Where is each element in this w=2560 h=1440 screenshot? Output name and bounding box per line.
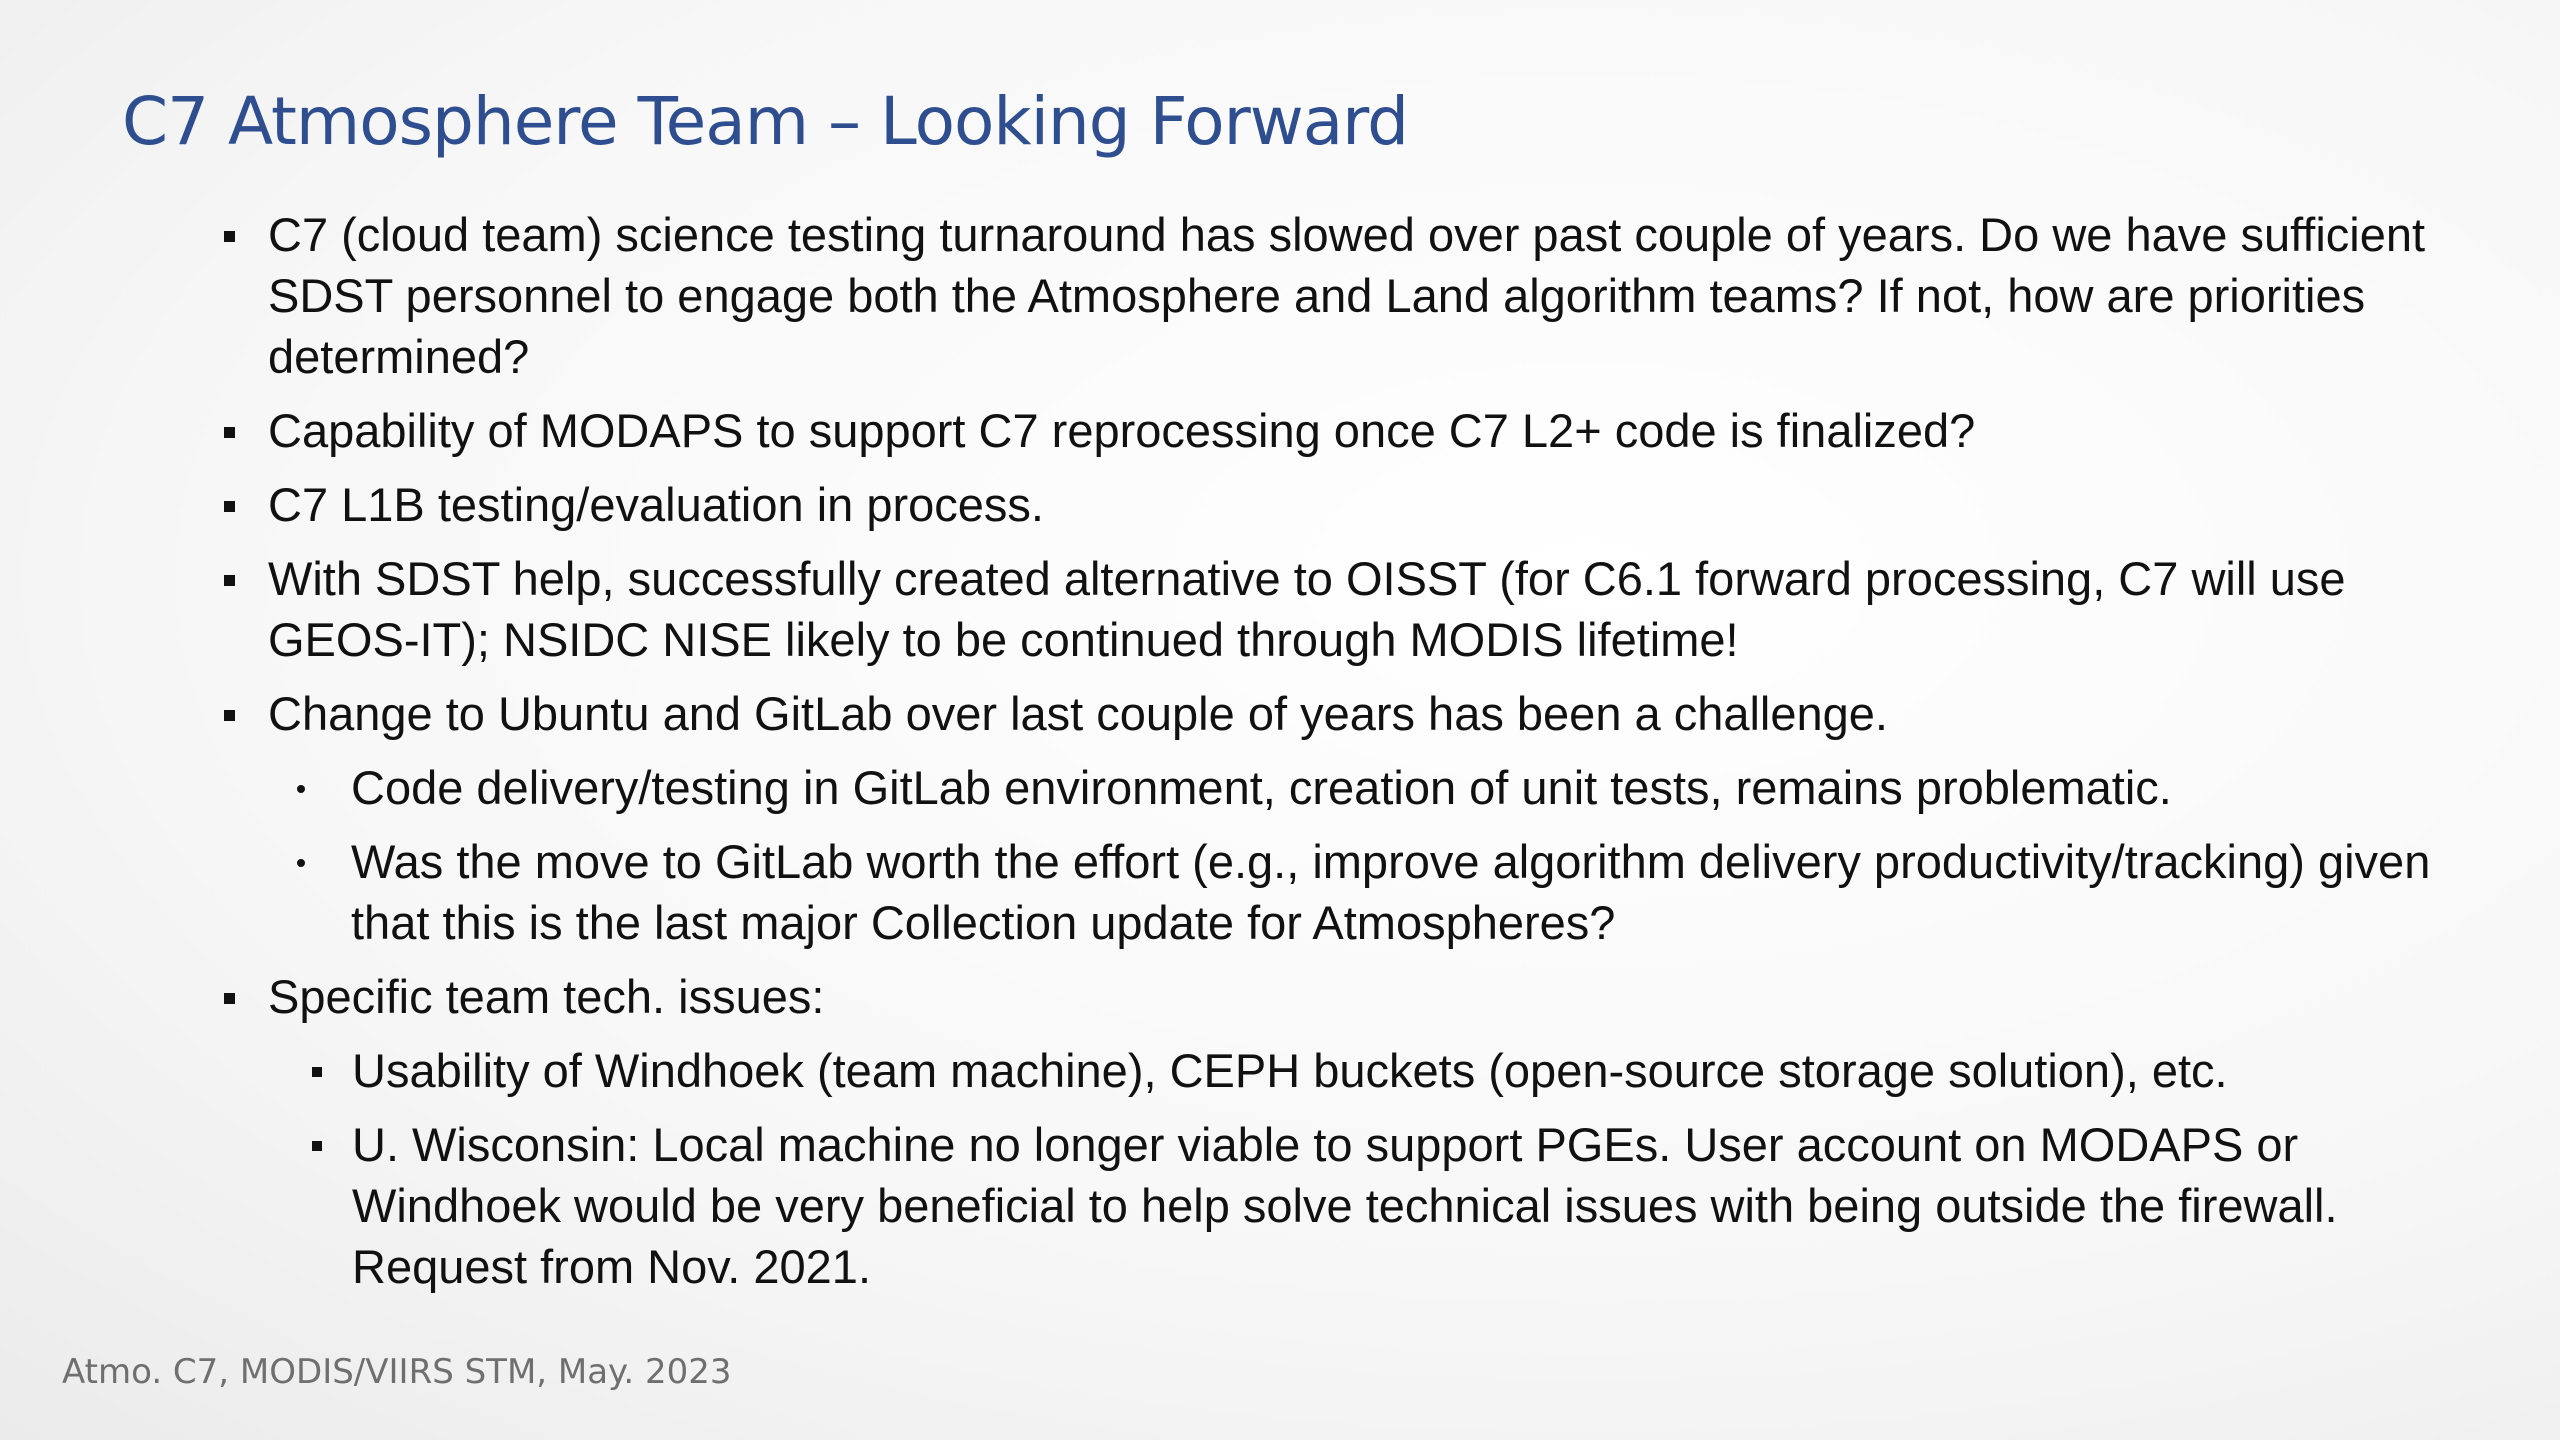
- square-bullet-icon: [224, 710, 235, 721]
- bullet-item: [220, 474, 2470, 535]
- bullet-text: Change to Ubuntu and GitLab over last couple of years has been a challenge.: [268, 687, 1888, 740]
- bullet-item: [220, 400, 2470, 461]
- sub-bullet-item: [268, 831, 2470, 953]
- gitlab-subbullet-list: [268, 757, 2470, 953]
- sub-bullet-text: Code delivery/testing in GitLab environment, creation of unit tests, remains problematic.: [351, 761, 2172, 814]
- bullet-item: [220, 683, 2470, 953]
- square-bullet-icon: [224, 231, 235, 242]
- sub-bullet-text: Usability of Windhoek (team machine), CEPH buckets (open-source storage solution), etc.: [352, 1044, 2228, 1097]
- bullet-list: [220, 204, 2470, 1297]
- bullet-text: C7 L1B testing/evaluation in process.: [268, 478, 1044, 531]
- sub-bullet-item: [268, 757, 2470, 818]
- square-bullet-icon: [224, 993, 235, 1004]
- sub-bullet-item: [304, 1114, 2470, 1297]
- tech-subbullet-list: [268, 1040, 2470, 1297]
- bullet-item: [220, 966, 2470, 1297]
- sub-bullet-text: U. Wisconsin: Local machine no longer viable to support PGEs. User account on MODAPS or Windhoek would be very beneficial to help solve technical issues with being outside the firewall. Request from Nov. 2021.: [352, 1118, 2338, 1293]
- square-bullet-icon: [312, 1067, 322, 1077]
- sub-bullet-text: Was the move to GitLab worth the effort (e.g., improve algorithm delivery productivity/tracking) given that this is the last major Collection update for Atmospheres?: [351, 835, 2431, 949]
- slide-content: [220, 204, 2470, 1297]
- square-bullet-icon: [224, 501, 235, 512]
- bullet-text: C7 (cloud team) science testing turnaround has slowed over past couple of years. Do we have sufficient SDST personnel to engage both the Atmosphere and Land algorithm teams? If not, how are priorities determined?: [268, 208, 2426, 383]
- bullet-item: [220, 204, 2470, 387]
- slide-footer: Atmo. C7, MODIS/VIIRS STM, May. 2023: [62, 1352, 732, 1392]
- square-bullet-icon: [312, 1141, 322, 1151]
- bullet-item: [220, 548, 2470, 670]
- dot-bullet-icon: [297, 859, 305, 867]
- square-bullet-icon: [224, 427, 235, 438]
- bullet-text: Capability of MODAPS to support C7 reprocessing once C7 L2+ code is finalized?: [268, 404, 1976, 457]
- dot-bullet-icon: [297, 785, 305, 793]
- bullet-text: With SDST help, successfully created alternative to OISST (for C6.1 forward processing, C7 will use GEOS-IT); NSIDC NISE likely to be continued through MODIS lifetime!: [268, 552, 2346, 666]
- square-bullet-icon: [224, 575, 235, 586]
- slide-title: C7 Atmosphere Team – Looking Forward: [122, 83, 1409, 160]
- sub-bullet-item: [304, 1040, 2470, 1101]
- bullet-text: Specific team tech. issues:: [268, 970, 825, 1023]
